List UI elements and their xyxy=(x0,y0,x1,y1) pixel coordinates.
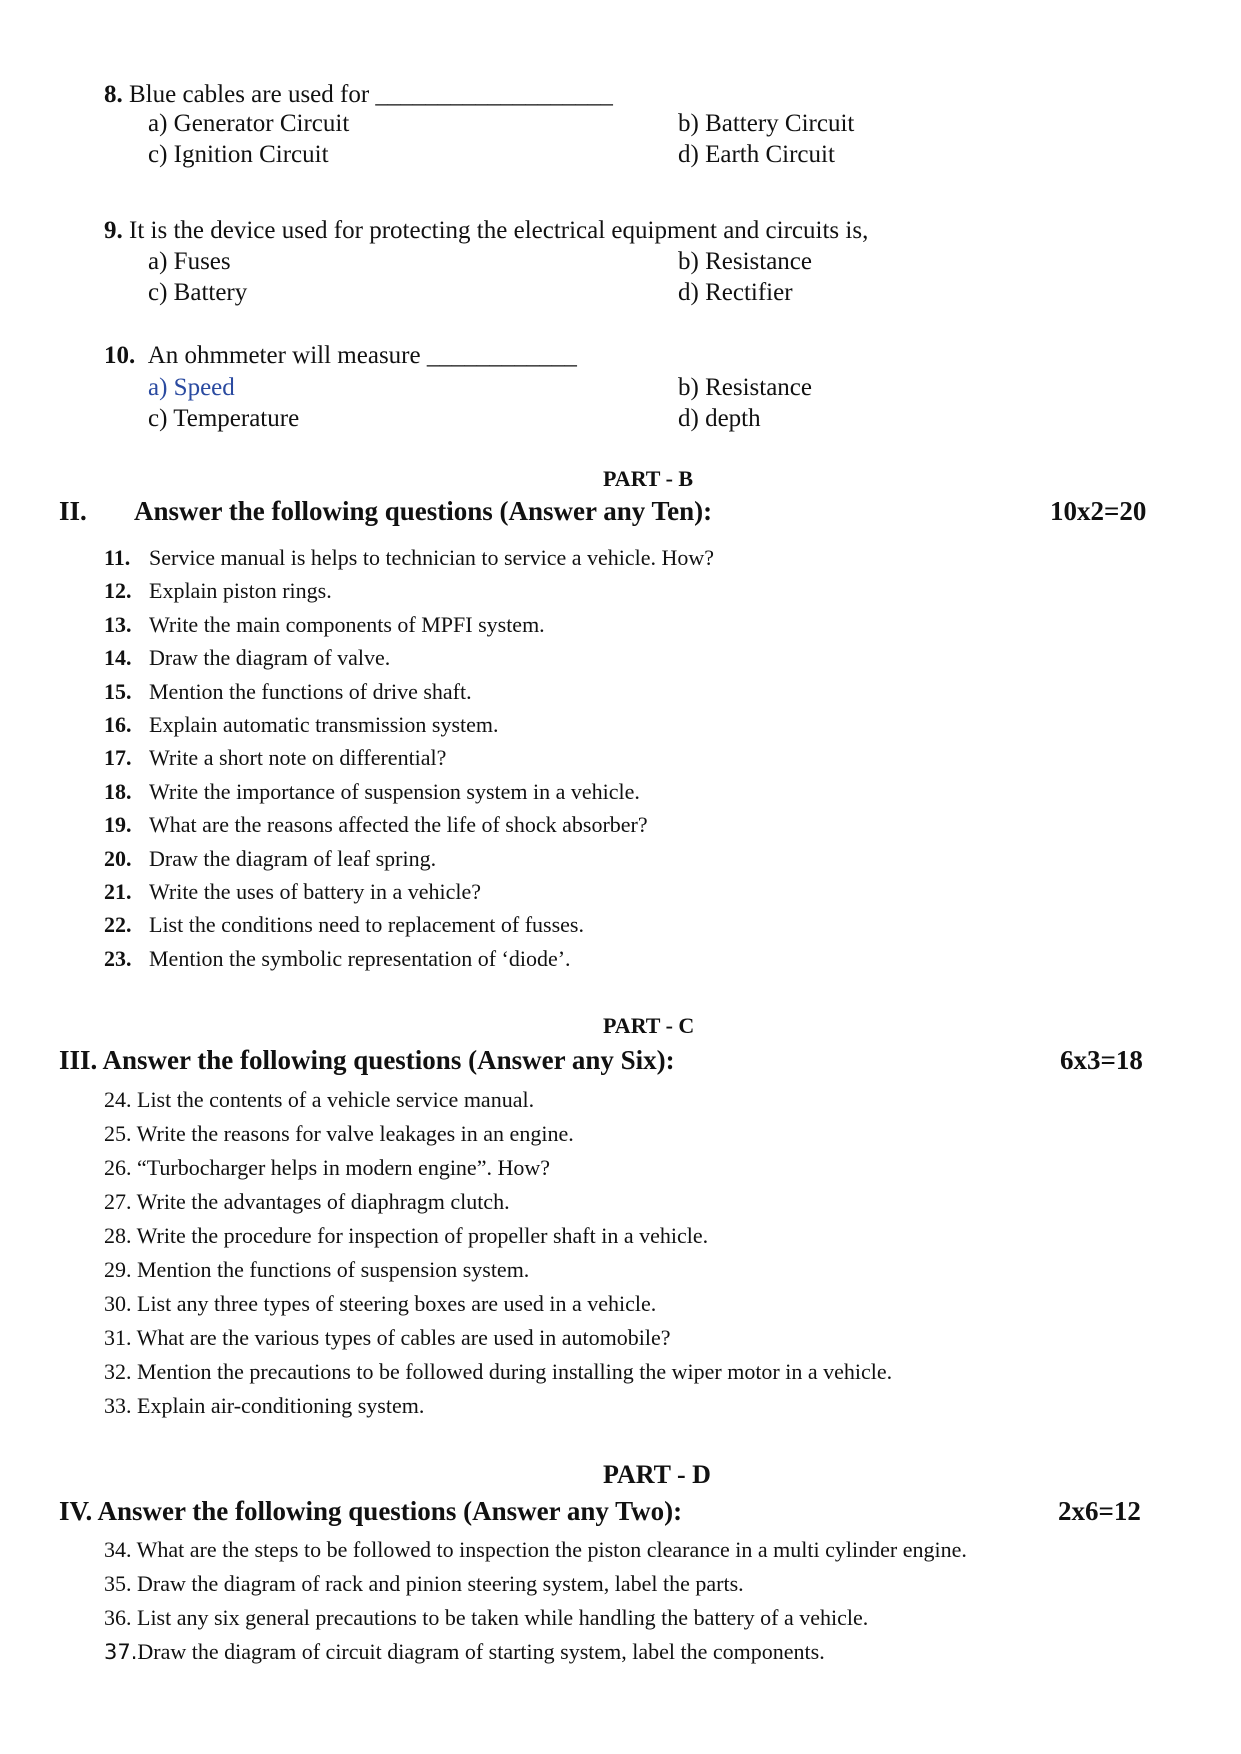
option: c) Temperature xyxy=(148,405,300,432)
list-item: 35. Draw the diagram of rack and pinion steering system, label the parts. xyxy=(104,1571,744,1596)
section-heading: Answer the following questions (Answer any Ten): xyxy=(134,496,713,526)
list-item: 31. What are the various types of cables are used in automobile? xyxy=(104,1325,671,1350)
list-item: 13. Write the main components of MPFI system. xyxy=(104,611,545,637)
part-b-title: PART - B xyxy=(603,466,694,491)
part-d-title: PART - D xyxy=(603,1460,711,1489)
list-item: 11. Service manual is helps to technician to service a vehicle. How? xyxy=(104,545,715,570)
option: b) Resistance xyxy=(678,374,812,401)
list-item: 19. What are the reasons affected the life of shock absorber? xyxy=(104,812,648,838)
list-item: 21. Write the uses of battery in a vehicle? xyxy=(104,878,482,904)
list-item: 34. What are the steps to be followed to inspection the piston clearance in a multi cylinder engine. xyxy=(104,1537,967,1562)
list-item: 37.Draw the diagram of circuit diagram of starting system, label the components. xyxy=(104,1639,825,1664)
list-item: 32. Mention the precautions to be followed during installing the wiper motor in a vehicle. xyxy=(104,1359,893,1384)
option: d) Earth Circuit xyxy=(678,141,835,168)
list-item: 30. List any three types of steering boxes are used in a vehicle. xyxy=(104,1291,657,1316)
list-item: 36. List any six general precautions to be taken while handling the battery of a vehicle. xyxy=(104,1605,869,1630)
option: a) Generator Circuit xyxy=(148,110,350,137)
question-list xyxy=(104,1087,892,1427)
question-9: 9. It is the device used for protecting the electrical equipment and circuits is, xyxy=(104,217,869,244)
section-heading: III. Answer the following questions (Answer any Six): xyxy=(59,1045,675,1075)
option: c) Battery xyxy=(148,279,248,306)
list-item: 24. List the contents of a vehicle service manual. xyxy=(104,1087,535,1112)
section-marks: 6x3=18 xyxy=(1060,1045,1143,1075)
list-item: 22. List the conditions need to replacement of fusses. xyxy=(104,912,584,938)
list-item: 15. Mention the functions of drive shaft. xyxy=(104,678,472,704)
list-item: 12. Explain piston rings. xyxy=(104,578,332,604)
list-item: 29. Mention the functions of suspension system. xyxy=(104,1257,530,1282)
list-item: 17. Write a short note on differential? xyxy=(104,745,447,771)
option: a) Speed xyxy=(148,374,235,401)
list-item: 14. Draw the diagram of valve. xyxy=(104,645,391,671)
list-item: 23. Mention the symbolic representation of ‘diode’. xyxy=(104,945,571,971)
section-marks: 2x6=12 xyxy=(1058,1496,1141,1526)
option: a) Fuses xyxy=(148,248,231,275)
section-heading: IV. Answer the following questions (Answer any Two): xyxy=(59,1496,683,1526)
list-item: 18. Write the importance of suspension system in a vehicle. xyxy=(104,778,640,804)
part-c-title: PART - C xyxy=(603,1013,695,1038)
list-item: 16. Explain automatic transmission system. xyxy=(104,711,499,737)
question-list xyxy=(104,545,714,979)
section-roman: II. xyxy=(59,496,87,526)
list-item: 25. Write the reasons for valve leakages in an engine. xyxy=(104,1121,574,1146)
option: b) Battery Circuit xyxy=(678,110,855,137)
list-item: 26. “Turbocharger helps in modern engine”. How? xyxy=(104,1155,551,1180)
list-item: 33. Explain air-conditioning system. xyxy=(104,1393,425,1418)
list-item: 27. Write the advantages of diaphragm clutch. xyxy=(104,1189,510,1214)
option: d) Rectifier xyxy=(678,279,793,306)
list-item: 28. Write the procedure for inspection of propeller shaft in a vehicle. xyxy=(104,1223,709,1248)
question-8: 8. Blue cables are used for ___________________ xyxy=(104,81,613,108)
list-item: 20. Draw the diagram of leaf spring. xyxy=(104,845,437,871)
option: b) Resistance xyxy=(678,248,812,275)
option: c) Ignition Circuit xyxy=(148,141,329,168)
question-list xyxy=(104,1537,967,1673)
section-marks: 10x2=20 xyxy=(1050,496,1147,526)
option: d) depth xyxy=(678,405,761,432)
question-10: 10. An ohmmeter will measure ____________ xyxy=(104,342,577,369)
